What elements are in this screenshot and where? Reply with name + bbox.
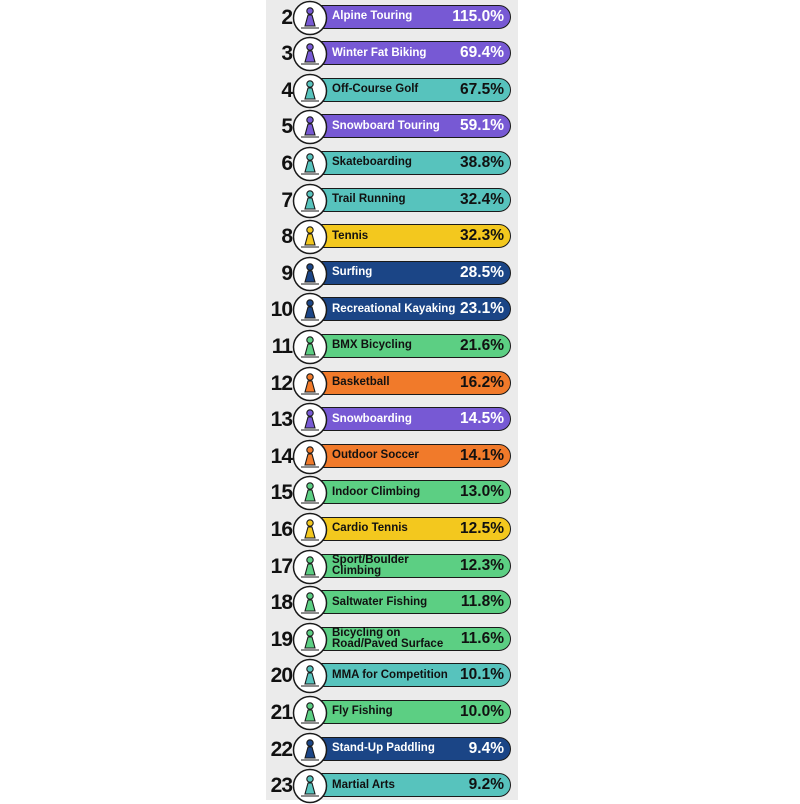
bar-row — [0, 109, 800, 145]
activity-label: Snowboard Touring — [332, 119, 440, 132]
value-label: 9.2% — [468, 776, 504, 794]
activity-label: Off-Course Golf — [332, 83, 419, 96]
rank-number: 9 — [281, 261, 292, 285]
bar-row — [0, 219, 800, 255]
paddleboard-icon — [292, 732, 328, 768]
mma-glove-icon — [292, 658, 328, 694]
fish-hook-icon — [292, 695, 328, 731]
activity-label: Indoor Climbing — [332, 485, 421, 498]
bar-row — [0, 402, 800, 438]
bar-row — [0, 768, 800, 804]
skateboarder-icon — [292, 146, 328, 182]
value-label: 21.6% — [460, 336, 504, 354]
value-label: 38.8% — [460, 153, 504, 171]
value-label: 115.0% — [452, 7, 504, 25]
value-label: 9.4% — [468, 739, 504, 757]
boulder-climber-icon — [292, 549, 328, 585]
value-label: 12.3% — [460, 556, 504, 574]
rank-number: 5 — [281, 115, 292, 139]
rank-number: 8 — [281, 225, 292, 249]
rank-number: 16 — [270, 517, 292, 541]
soccer-ball-icon — [292, 439, 328, 475]
activity-label: Bicycling on Road/Paved Surface — [332, 626, 444, 650]
value-label: 28.5% — [460, 263, 504, 281]
activity-label: Snowboarding — [332, 412, 412, 425]
bar-row — [0, 439, 800, 475]
bar-row — [0, 73, 800, 109]
rank-number: 7 — [281, 188, 292, 212]
rank-number: 11 — [271, 334, 292, 358]
rank-number: 14 — [270, 444, 292, 468]
rank-number: 23 — [270, 774, 292, 798]
rank-number: 10 — [270, 298, 292, 322]
bar-row — [0, 475, 800, 511]
value-label: 32.3% — [460, 227, 504, 245]
bar-row — [0, 146, 800, 182]
activity-label: Basketball — [332, 376, 390, 388]
rank-number: 21 — [270, 700, 292, 724]
value-label: 14.1% — [460, 446, 504, 464]
road-cyclist-icon — [292, 622, 328, 658]
bar-row — [0, 183, 800, 219]
surfer-icon — [292, 256, 328, 292]
activity-label: Alpine Touring — [332, 10, 413, 22]
rank-number: 22 — [270, 737, 292, 761]
activity-label: Winter Fat Biking — [332, 46, 427, 59]
value-label: 14.5% — [460, 410, 504, 428]
bar-row — [0, 256, 800, 292]
activity-label: Martial Arts — [332, 778, 395, 791]
kayak-icon — [292, 292, 328, 328]
bar-row — [0, 695, 800, 731]
value-label: 59.1% — [460, 117, 504, 135]
martial-artist-icon — [292, 768, 328, 804]
value-label: 10.1% — [460, 666, 504, 684]
activity-label: BMX Bicycling — [332, 339, 412, 352]
activity-label: MMA for Competition — [332, 668, 448, 681]
bar-row — [0, 732, 800, 768]
bar-row — [0, 658, 800, 694]
rank-number: 19 — [270, 627, 292, 651]
bar-row — [0, 549, 800, 585]
activity-label: Surfing — [332, 266, 373, 279]
rank-number: 18 — [270, 591, 292, 615]
bar-row — [0, 622, 800, 658]
snowboard-mountain-icon — [292, 109, 328, 145]
rank-number: 2 — [281, 5, 292, 29]
bar-row — [0, 329, 800, 365]
activity-label: Cardio Tennis — [332, 522, 408, 535]
tennis-racket-icon — [292, 219, 328, 255]
value-label: 67.5% — [460, 80, 504, 98]
bar-row — [0, 0, 800, 36]
rank-number: 13 — [270, 408, 292, 432]
value-label: 12.5% — [460, 519, 504, 537]
rank-number: 20 — [270, 664, 292, 688]
bar-row — [0, 585, 800, 621]
basketball-hoop-icon — [292, 366, 328, 402]
activity-label: Saltwater Fishing — [332, 595, 428, 608]
bar-row — [0, 512, 800, 548]
cardio-tennis-icon — [292, 512, 328, 548]
rank-number: 17 — [270, 554, 292, 578]
rank-number: 3 — [281, 42, 292, 66]
rank-number: 6 — [281, 151, 292, 175]
activity-label: Recreational Kayaking — [332, 302, 456, 315]
golf-flag-icon — [292, 73, 328, 109]
fat-bike-icon — [292, 36, 328, 72]
fishing-boat-icon — [292, 585, 328, 621]
activity-label: Tennis — [332, 229, 369, 242]
value-label: 16.2% — [460, 373, 504, 391]
value-label: 32.4% — [460, 190, 504, 208]
rank-number: 12 — [270, 371, 292, 395]
snowboarder-icon — [292, 402, 328, 438]
activity-label: Trail Running — [332, 193, 406, 205]
value-label: 11.8% — [460, 593, 504, 611]
bmx-rider-icon — [292, 329, 328, 365]
activity-label: Stand-Up Paddling — [332, 742, 435, 754]
bar-row — [0, 36, 800, 72]
activity-label: Skateboarding — [332, 156, 412, 169]
climbing-wall-icon — [292, 475, 328, 511]
value-label: 11.6% — [460, 629, 504, 647]
skis-icon — [292, 0, 328, 36]
value-label: 13.0% — [460, 483, 504, 501]
activity-label: Outdoor Soccer — [332, 449, 419, 462]
value-label: 23.1% — [460, 300, 504, 318]
activity-label: Fly Fishing — [332, 705, 393, 718]
rank-number: 15 — [270, 481, 292, 505]
value-label: 69.4% — [460, 44, 504, 62]
trail-runner-icon — [292, 183, 328, 219]
activity-label: Sport/Boulder Climbing — [332, 553, 409, 577]
rank-number: 4 — [281, 78, 292, 102]
bar-row — [0, 366, 800, 402]
bar-row — [0, 292, 800, 328]
value-label: 10.0% — [460, 702, 504, 720]
